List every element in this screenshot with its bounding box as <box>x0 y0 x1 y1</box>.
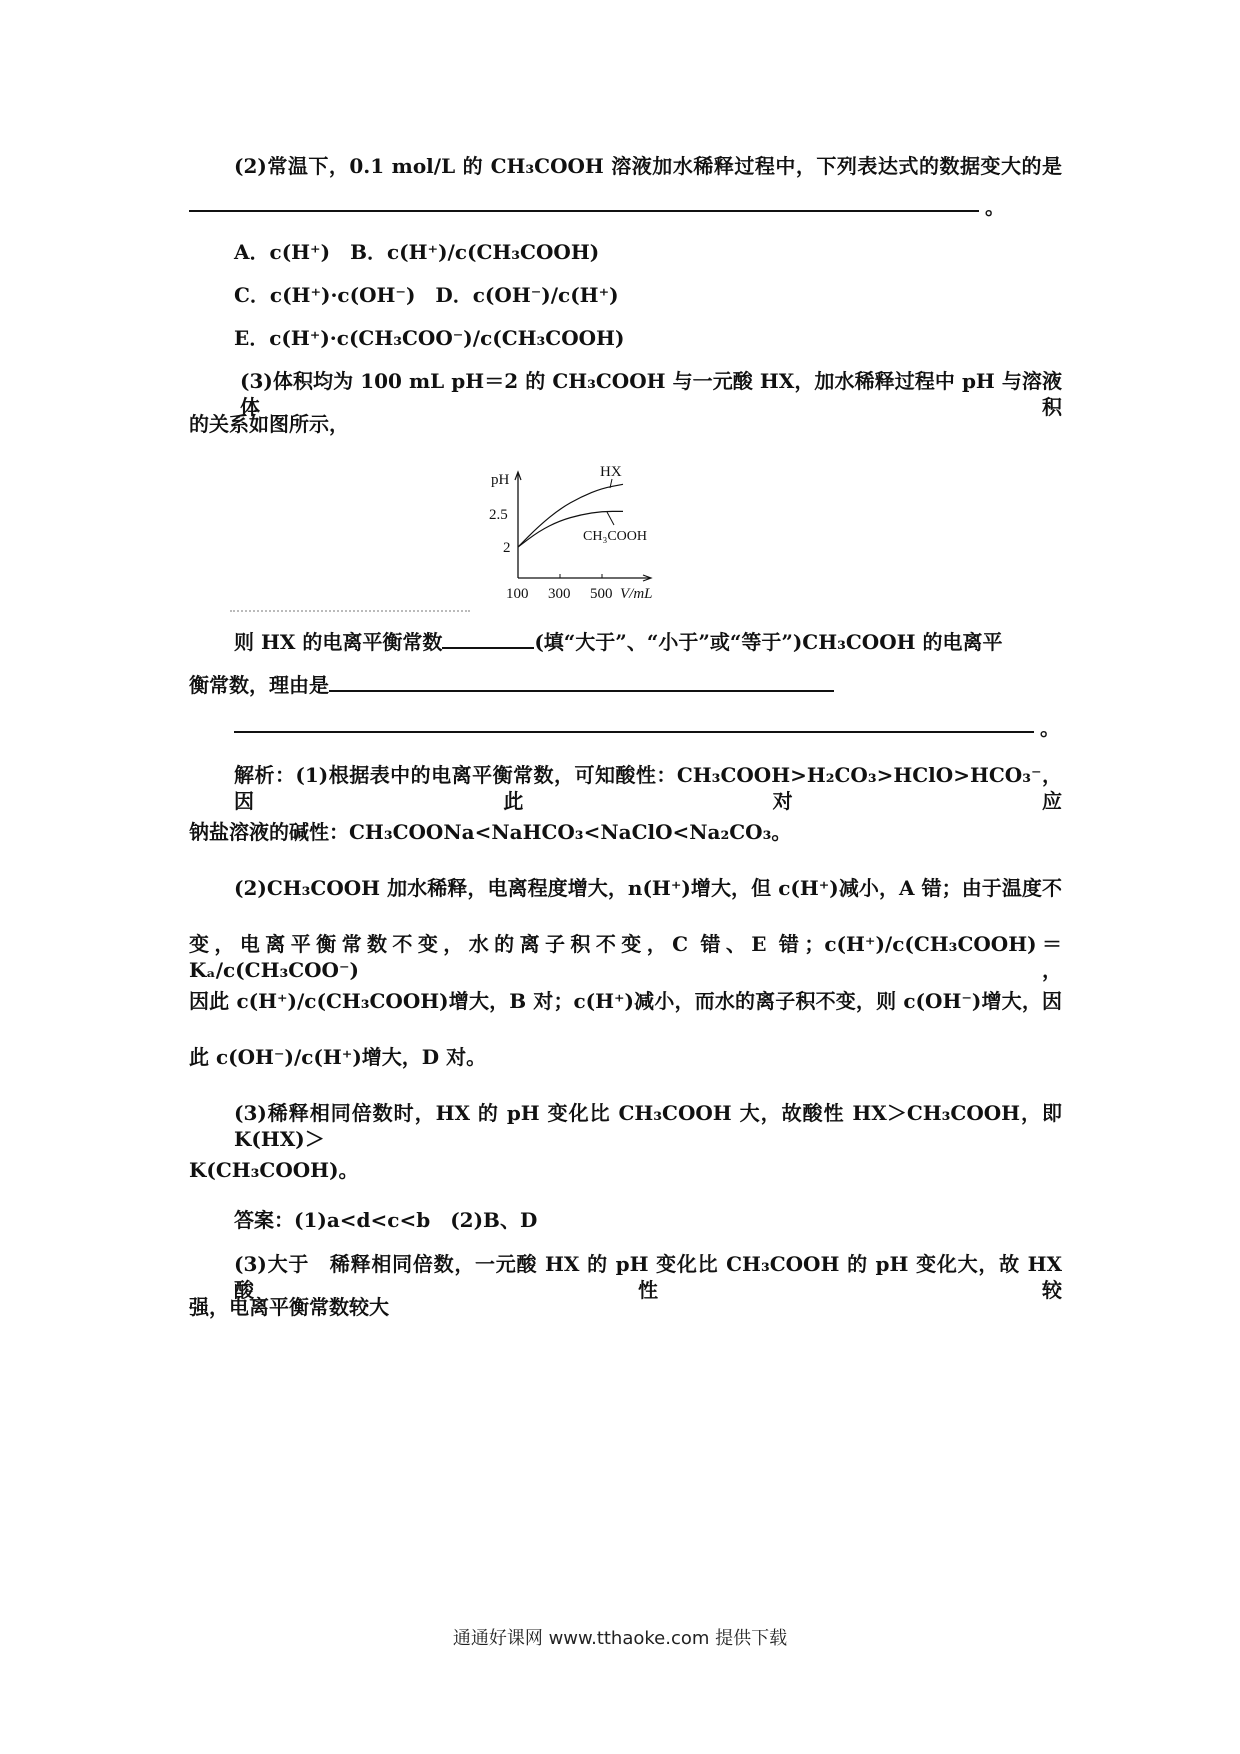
q2-answer-blank[interactable] <box>189 210 979 212</box>
analysis-line: (3)稀释相同倍数时，HX 的 pH 变化比 CH₃COOH 大，故酸性 HX＞CH₃COOH，即 K(HX)＞ <box>234 1101 1062 1151</box>
x-axis-label: V/mL <box>620 586 653 602</box>
q3-reason-line <box>189 670 834 698</box>
answer-line: 强，电离平衡常数较大 <box>189 1295 389 1319</box>
q2-stem: (2)常温下，0.1 mol/L 的 CH₃COOH 溶液加水稀释过程中，下列表达式的数据变大的是 <box>234 154 1062 178</box>
answer-line: 答案：(1)a<d<c<b (2)B、D <box>234 1208 538 1232</box>
dotted-separator <box>230 610 470 612</box>
analysis-line: 变，电离平衡常数不变，水的离子积不变，C 错、E 错；c(H⁺)/c(CH₃COOH)＝Kₐ/c(CH₃COO⁻)， <box>189 932 1062 982</box>
q2-option-cd: C．c(H⁺)·c(OH⁻) D．c(OH⁻)/c(H⁺) <box>234 283 619 307</box>
analysis-line: 因此 c(H⁺)/c(CH₃COOH)增大，B 对；c(H⁺)减小，而水的离子积不变，则 c(OH⁻)增大，因 <box>189 989 1062 1013</box>
q3-blank-end: 。 <box>1040 716 1060 740</box>
x-tick-label: 300 <box>548 586 571 602</box>
q3-line2: 的关系如图所示， <box>189 412 349 436</box>
q3-line1: (3)体积均为 100 mL pH＝2 的 CH₃COOH 与一元酸 HX，加水稀释过程中 pH 与溶液体积 <box>240 369 1062 419</box>
x-tick-label: 500 <box>590 586 613 602</box>
chart-axes <box>515 472 651 581</box>
analysis-line: 解析：(1)根据表中的电离平衡常数，可知酸性：CH₃COOH>H₂CO₃>HClO>HCO₃⁻，因此对应 <box>234 763 1062 813</box>
q3-compare-blank[interactable] <box>442 627 534 649</box>
analysis-line: 此 c(OH⁻)/c(H⁺)增大，D 对。 <box>189 1045 487 1069</box>
y-tick-label: 2 <box>503 540 511 556</box>
ph-volume-chart <box>470 455 690 615</box>
series-label-hx: HX <box>600 464 622 480</box>
analysis-line: 钠盐溶液的碱性：CH₃COONa<NaHCO₃<NaClO<Na₂CO₃。 <box>189 820 792 844</box>
answer-line: (3)大于 稀释相同倍数，一元酸 HX 的 pH 变化比 CH₃COOH 的 pH 变化大，故 HX 酸性较 <box>234 1252 1062 1302</box>
q3-ask-a: 则 HX 的电离平衡常数 <box>234 630 443 654</box>
x-tick-label: 100 <box>506 586 529 602</box>
q3-ask-c: 衡常数，理由是 <box>189 673 329 697</box>
ch3cooh-leader <box>607 512 614 525</box>
y-tick-label: 2.5 <box>489 507 508 523</box>
analysis-line: K(CH₃COOH)。 <box>189 1158 359 1182</box>
footer-source: 通通好课网 www.tthaoke.com 提供下载 <box>452 1628 788 1649</box>
q3-reason-blank-2[interactable] <box>234 731 1034 733</box>
q2-blank-end: 。 <box>985 195 1005 219</box>
q3-ask-b: (填“大于”、“小于”或“等于”)CH₃COOH 的电离平 <box>534 630 1003 654</box>
q2-option-e: E．c(H⁺)·c(CH₃COO⁻)/c(CH₃COOH) <box>234 326 625 350</box>
analysis-line: (2)CH₃COOH 加水稀释，电离程度增大，n(H⁺)增大，但 c(H⁺)减小，A 错；由于温度不 <box>234 876 1062 900</box>
series-label-ch3cooh: CH₃COOH <box>583 529 647 544</box>
q3-ask-line <box>234 627 1003 655</box>
q2-option-ab: A．c(H⁺) B．c(H⁺)/c(CH₃COOH) <box>234 240 600 264</box>
y-axis-label: pH <box>491 472 510 488</box>
q3-reason-blank[interactable] <box>329 670 834 692</box>
